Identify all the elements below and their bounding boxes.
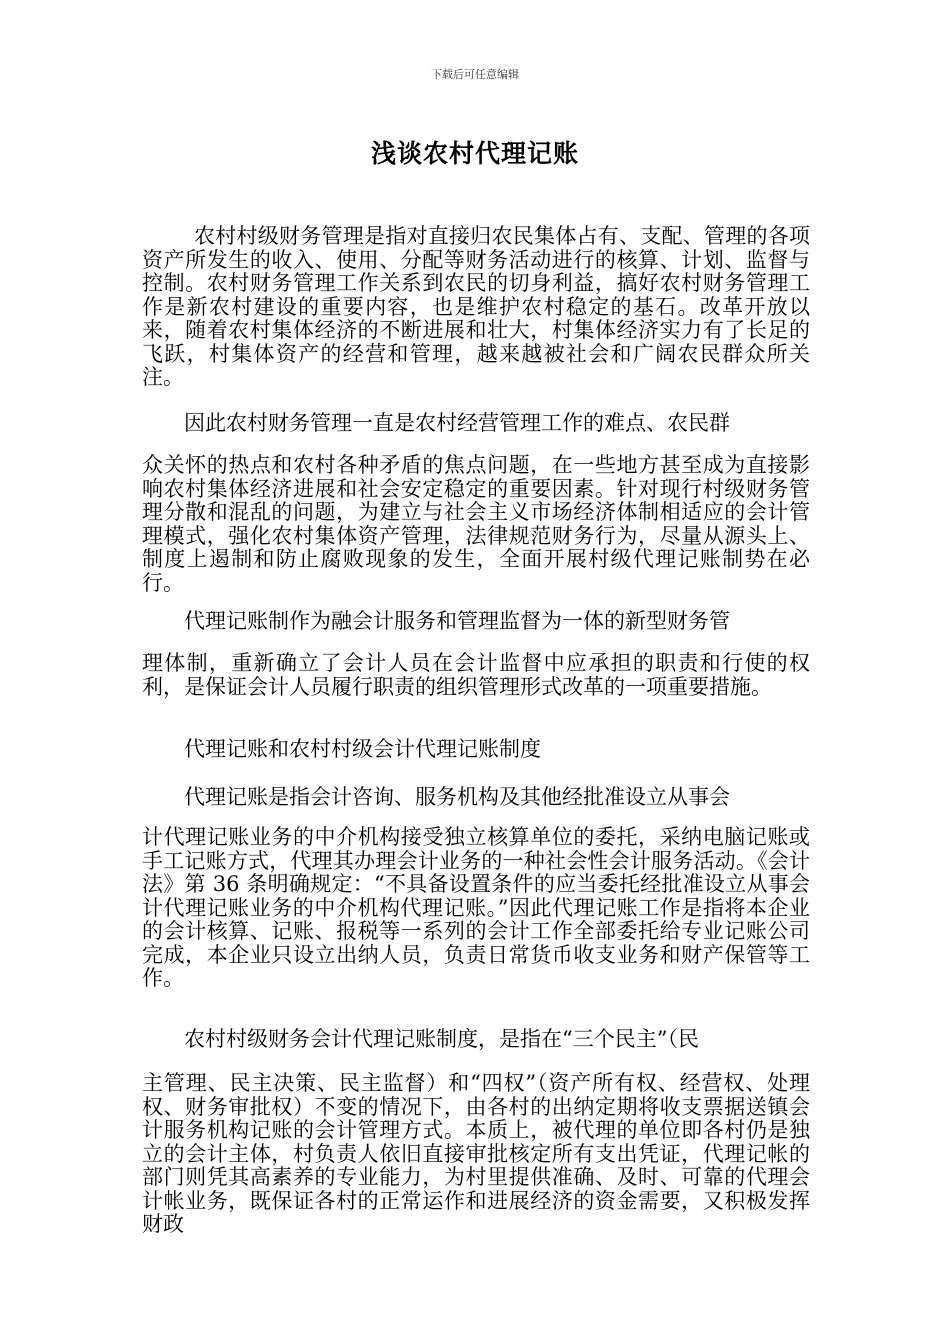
paragraph-2-first-line: [142, 412, 810, 436]
paragraph-5-rest: [142, 1072, 810, 1237]
paragraph-text: 计代理记账业务的中介机构接受独立核算单位的委托，采纳电脑记账或手工记账方式，代理其办理会计业务的一种社会性会计服务活动。《会计法》第 36 条明确规定：“不具备设置条件的应当委托经批准设立从事会计代理记账业务的中介机构代理记账。”因此代理记账工作是指将本企业的会计核算、记账、报税等一系列的会计工作全部委托给专业记账公司完成，本企业只设立出纳人员，负责日常货币收支业务和财产保管等工作。: [142, 825, 810, 990]
paragraph-2-rest: [142, 454, 810, 595]
paragraph-text: 因此农村财务管理一直是农村经营管理工作的难点、农民群: [184, 411, 730, 435]
paragraph-5-first-line: [142, 1028, 810, 1052]
paragraph-4-first-line: [142, 786, 810, 810]
document-title: 浅谈农村代理记账: [370, 139, 579, 168]
paragraph-text: 农村村级财务管理是指对直接归农民集体占有、支配、管理的各项资产所发生的收入、使用、分配等财务活动进行的核算、计划、监督与控制。农村财务管理工作关系到农民的切身利益，搞好农村财务管理工作是新农村建设的重要内容，也是维护农村稳定的基石。改革开放以来，随着农村集体经济的不断进展和壮大，村集体经济实力有了长足的飞跃，村集体资产的经营和管理，越来越被社会和广阔农民群众所关注。: [142, 224, 810, 389]
paragraph-text: 代理记账制作为融会计服务和管理监督为一体的新型财务管: [184, 609, 730, 633]
paragraph-3-rest: [142, 652, 810, 699]
paragraph-text: 主管理、民主决策、民主监督）和“四权”（资产所有权、经营权、处理权、财务审批权）不变的情况下，由各村的出纳定期将收支票据送镇会计服务机构记账的会计管理方式。本质上，被代理的单位即各村仍是独立的会计主体，村负责人依旧直接审批核定所有支出凭证，代理记帐的部门则凭其高素养的专业能力，为村里提供准确、及时、可靠的代理会计帐业务，既保证各村的正常运作和进展经济的资金需要，又积极发挥财政: [142, 1071, 810, 1236]
paragraph-4-rest: [142, 826, 810, 991]
paragraph-1: [142, 225, 810, 390]
section-heading: [142, 738, 810, 762]
paragraph-text: 代理记账是指会计咨询、服务机构及其他经批准设立从事会: [184, 785, 730, 809]
paragraph-text: 理体制，重新确立了会计人员在会计监督中应承担的职责和行使的权利，是保证会计人员履行职责的组织管理形式改革的一项重要措施。: [142, 651, 810, 699]
page-header-note: 下载后可任意编辑: [431, 68, 519, 81]
paragraph-text: 众关怀的热点和农村各种矛盾的焦点问题，在一些地方甚至成为直接影响农村集体经济进展和社会安定稳定的重要因素。针对现行村级财务管理分散和混乱的问题，为建立与社会主义市场经济体制相适应的会计管理模式，强化农村集体资产管理，法律规范财务行为，尽量从源头上、制度上遏制和防止腐败现象的发生，全面开展村级代理记账制势在必行。: [142, 453, 810, 595]
section-heading-text: 代理记账和农村村级会计代理记账制度: [184, 737, 541, 761]
paragraph-text: 农村村级财务会计代理记账制度，是指在“三个民主”（民: [184, 1027, 699, 1051]
paragraph-3-first-line: [142, 610, 810, 634]
